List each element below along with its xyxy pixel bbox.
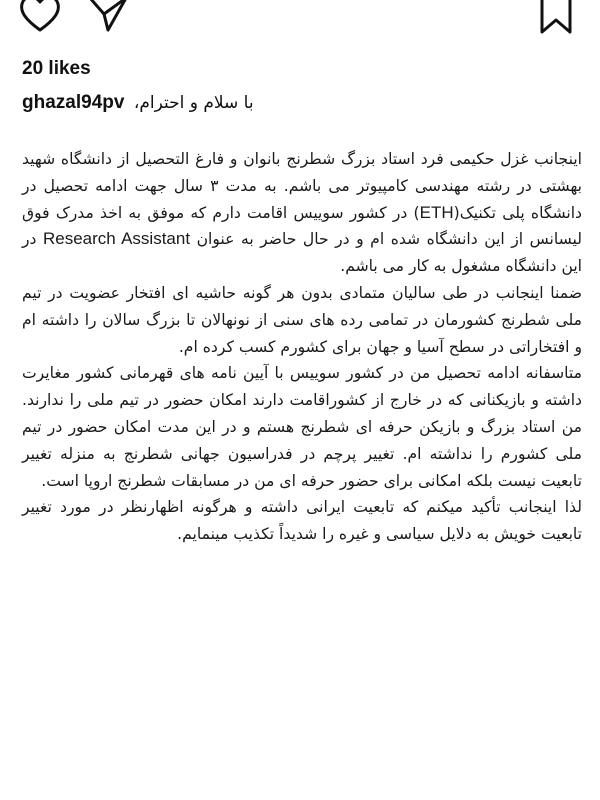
post-action-bar xyxy=(0,0,600,52)
caption-header xyxy=(22,91,582,115)
caption-p1-eth: ETH xyxy=(419,202,454,222)
caption-p1-part-b: ) در کشور سوییس اقامت دارم که موفق به اخذ مدرک فوق لیسانس از این دانشگاه شده ام و در حال حاضر به عنوان xyxy=(22,203,582,249)
caption-p1-part-c: در این دانشگاه مشغول به کار می باشم. xyxy=(22,230,582,276)
paper-plane-icon[interactable] xyxy=(86,0,130,36)
caption-paragraph xyxy=(22,146,582,280)
bookmark-icon[interactable] xyxy=(534,0,578,36)
caption-paragraph: لذا اینجانب تأکید میکنم که تابعیت ایرانی داشته و هرگونه اظهارنظر در مورد تغییر تابعیت خویش به دلایل سیاسی و غیره را شدیداً تکذیب مینمایم. xyxy=(22,498,582,544)
heart-outline-icon[interactable] xyxy=(18,0,62,36)
caption-paragraph: ضمنا اینجانب در طی سالیان متمادی بدون هر گونه حاشیه ای افتخار عضویت در تیم ملی شطرنج کشورمان در تمامی رده های سنی از نونهالان تا بزرگ سالان را داشته ام و افتخاراتی در سطح آسیا و جهان برای کشورم کسب کرده ام. xyxy=(22,283,582,356)
caption-greeting: ،با سلام و احترام xyxy=(133,93,254,113)
likes-count[interactable]: 20 likes xyxy=(22,58,91,79)
caption-p1-part-a: اینجانب غزل حکیمی فرد استاد بزرگ شطرنج بانوان و فارغ التحصیل از دانشگاه شهید بهشتی در رشته مهندسی کامپیوتر می باشم. به مدت ۳ سال جهت ادامه تحصیل در دانشگاه پلی تکنیک( xyxy=(22,150,582,222)
username-link[interactable]: ghazal94pv xyxy=(22,92,125,113)
caption-p1-research-assistant: Research Assistant xyxy=(43,229,191,249)
caption-paragraph: متاسفانه ادامه تحصیل من در کشور سوییس با آیین نامه های قهرمانی کشور مغایرت داشته و بازیکنانی که در خارج از کشوراقامت دارند امکان حضور در تیم ملی را ندارند. من استاد بزرگ و بازیکن حرفه ای شطرنج هستم و در این مدت امکان حضور در تیم ملی کشورم را نداشته ام. تغییر پرچم در فدراسیون جهانی شطرنج به منزله تغییر تابعیت نیست بلکه امکانی برای حضور حرفه ای من در مسابقات شطرنج اروپا است. xyxy=(22,364,582,490)
caption-text xyxy=(22,146,582,548)
